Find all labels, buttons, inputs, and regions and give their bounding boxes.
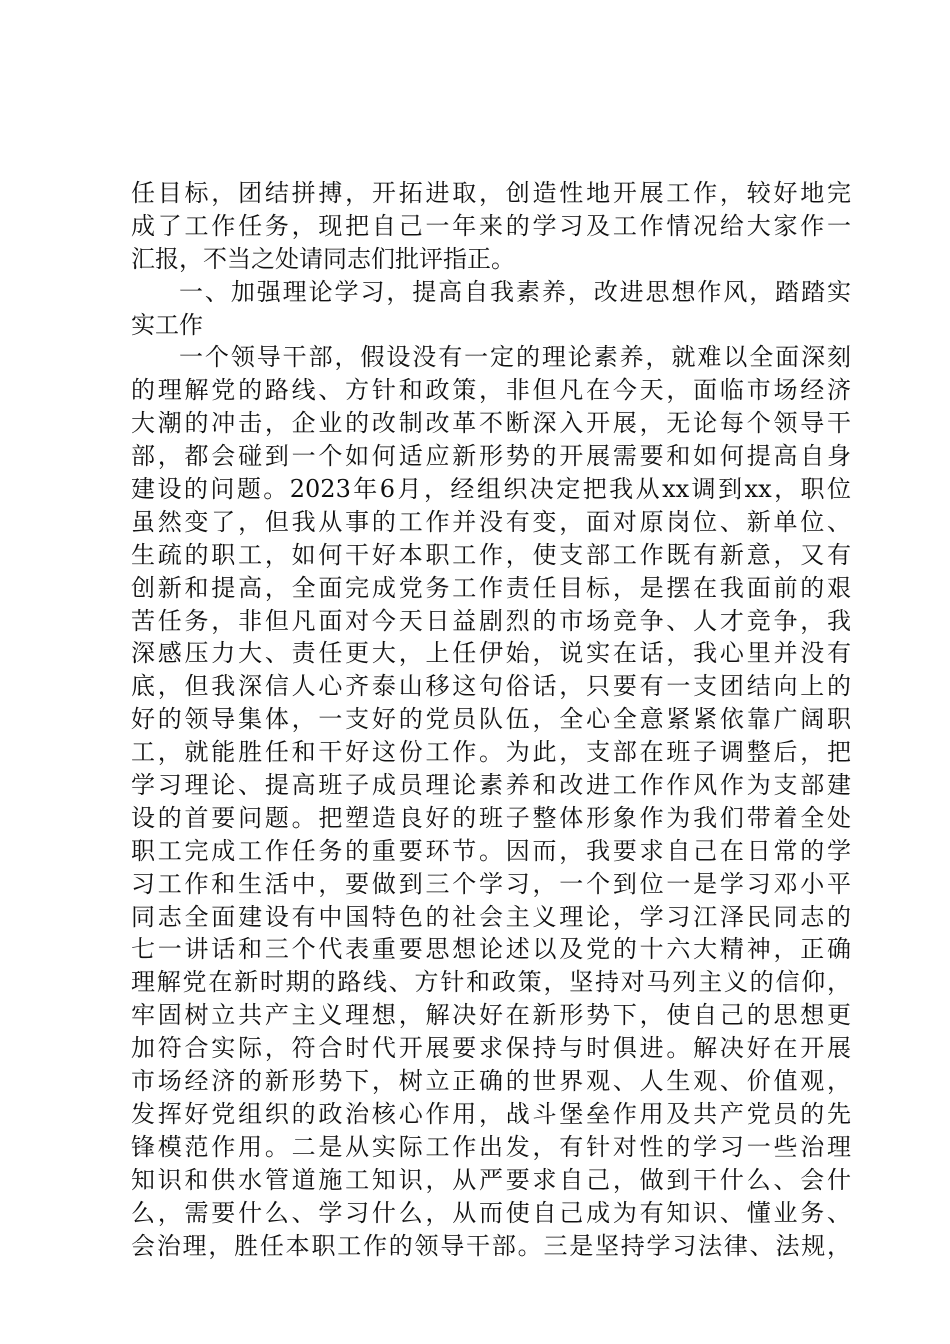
text-line: 深感压力大、责任更大，上任伊始，说实在话，我心里并没有 xyxy=(131,639,851,668)
text-line: 市场经济的新形势下，树立正确的世界观、人生观、价值观， xyxy=(131,1067,851,1096)
text-line: 锋模范作用。二是从实际工作出发，有针对性的学习一些治理 xyxy=(131,1132,851,1161)
section-heading-line: 实工作 xyxy=(131,310,203,339)
text-line: 的理解党的路线、方针和政策，非但凡在今天，面临市场经济 xyxy=(131,376,851,405)
text-line: 会治理，胜任本职工作的领导干部。三是坚持学习法律、法规， xyxy=(131,1231,851,1260)
text-line: 知识和供水管道施工知识，从严要求自己，做到干什么、会什 xyxy=(131,1165,851,1194)
text-line: 职工完成工作任务的重要环节。因而，我要求自己在日常的学 xyxy=(131,836,851,865)
section-heading-line: 一、加强理论学习，提高自我素养，改进思想作风，踏踏实 xyxy=(179,277,851,306)
text-line: 底，但我深信人心齐泰山移这句俗话，只要有一支团结向上的 xyxy=(131,672,851,701)
text-line: 学习理论、提高班子成员理论素养和改进工作作风作为支部建 xyxy=(131,771,851,800)
text-line: 生疏的职工，如何干好本职工作，使支部工作既有新意，又有 xyxy=(131,540,851,569)
text-line: 加符合实际，符合时代开展要求保持与时俱进。解决好在开展 xyxy=(131,1034,851,1063)
text-line: 任目标，团结拼搏，开拓进取，创造性地开展工作，较好地完 xyxy=(131,179,851,207)
text-line: 一个领导干部，假设没有一定的理论素养，就难以全面深刻 xyxy=(179,343,851,372)
text-line: 工，就能胜任和干好这份工作。为此，支部在班子调整后，把 xyxy=(131,738,851,767)
text-line: 汇报，不当之处请同志们批评指正。 xyxy=(131,244,515,273)
text-line: 部，都会碰到一个如何适应新形势的开展需要和如何提高自身 xyxy=(131,442,851,471)
text-line: 习工作和生活中，要做到三个学习，一个到位一是学习邓小平 xyxy=(131,869,851,898)
body-text xyxy=(131,177,851,1262)
text-line: 虽然变了，但我从事的工作并没有变，面对原岗位、新单位、 xyxy=(131,507,851,536)
text-line: 成了工作任务，现把自己一年来的学习及工作情况给大家作一 xyxy=(131,211,851,240)
text-line: 苦任务，非但凡面对今天日益剧烈的市场竞争、人才竞争，我 xyxy=(131,606,851,635)
text-line: 牢固树立共产主义理想，解决好在新形势下，使自己的思想更 xyxy=(131,1001,851,1030)
text-line: 七一讲话和三个代表重要思想论述以及党的十六大精神，正确 xyxy=(131,935,851,964)
text-line: 同志全面建设有中国特色的社会主义理论，学习江泽民同志的 xyxy=(131,902,851,931)
text-line: 建设的问题。2023年6月，经组织决定把我从xx调到xx，职位 xyxy=(131,475,851,504)
text-line: 发挥好党组织的政治核心作用，战斗堡垒作用及共产党员的先 xyxy=(131,1099,851,1128)
text-line: 创新和提高，全面完成党务工作责任目标，是摆在我面前的艰 xyxy=(131,573,851,602)
text-line: 么，需要什么、学习什么，从而使自己成为有知识、懂业务、 xyxy=(131,1198,851,1227)
text-line: 理解党在新时期的路线、方针和政策，坚持对马列主义的信仰， xyxy=(131,968,851,997)
text-line: 大潮的冲击，企业的改制改革不断深入开展，无论每个领导干 xyxy=(131,409,851,438)
text-line: 设的首要问题。把塑造良好的班子整体形象作为我们带着全处 xyxy=(131,803,851,832)
text-line: 好的领导集体，一支好的党员队伍，全心全意紧紧依靠广阔职 xyxy=(131,705,851,734)
